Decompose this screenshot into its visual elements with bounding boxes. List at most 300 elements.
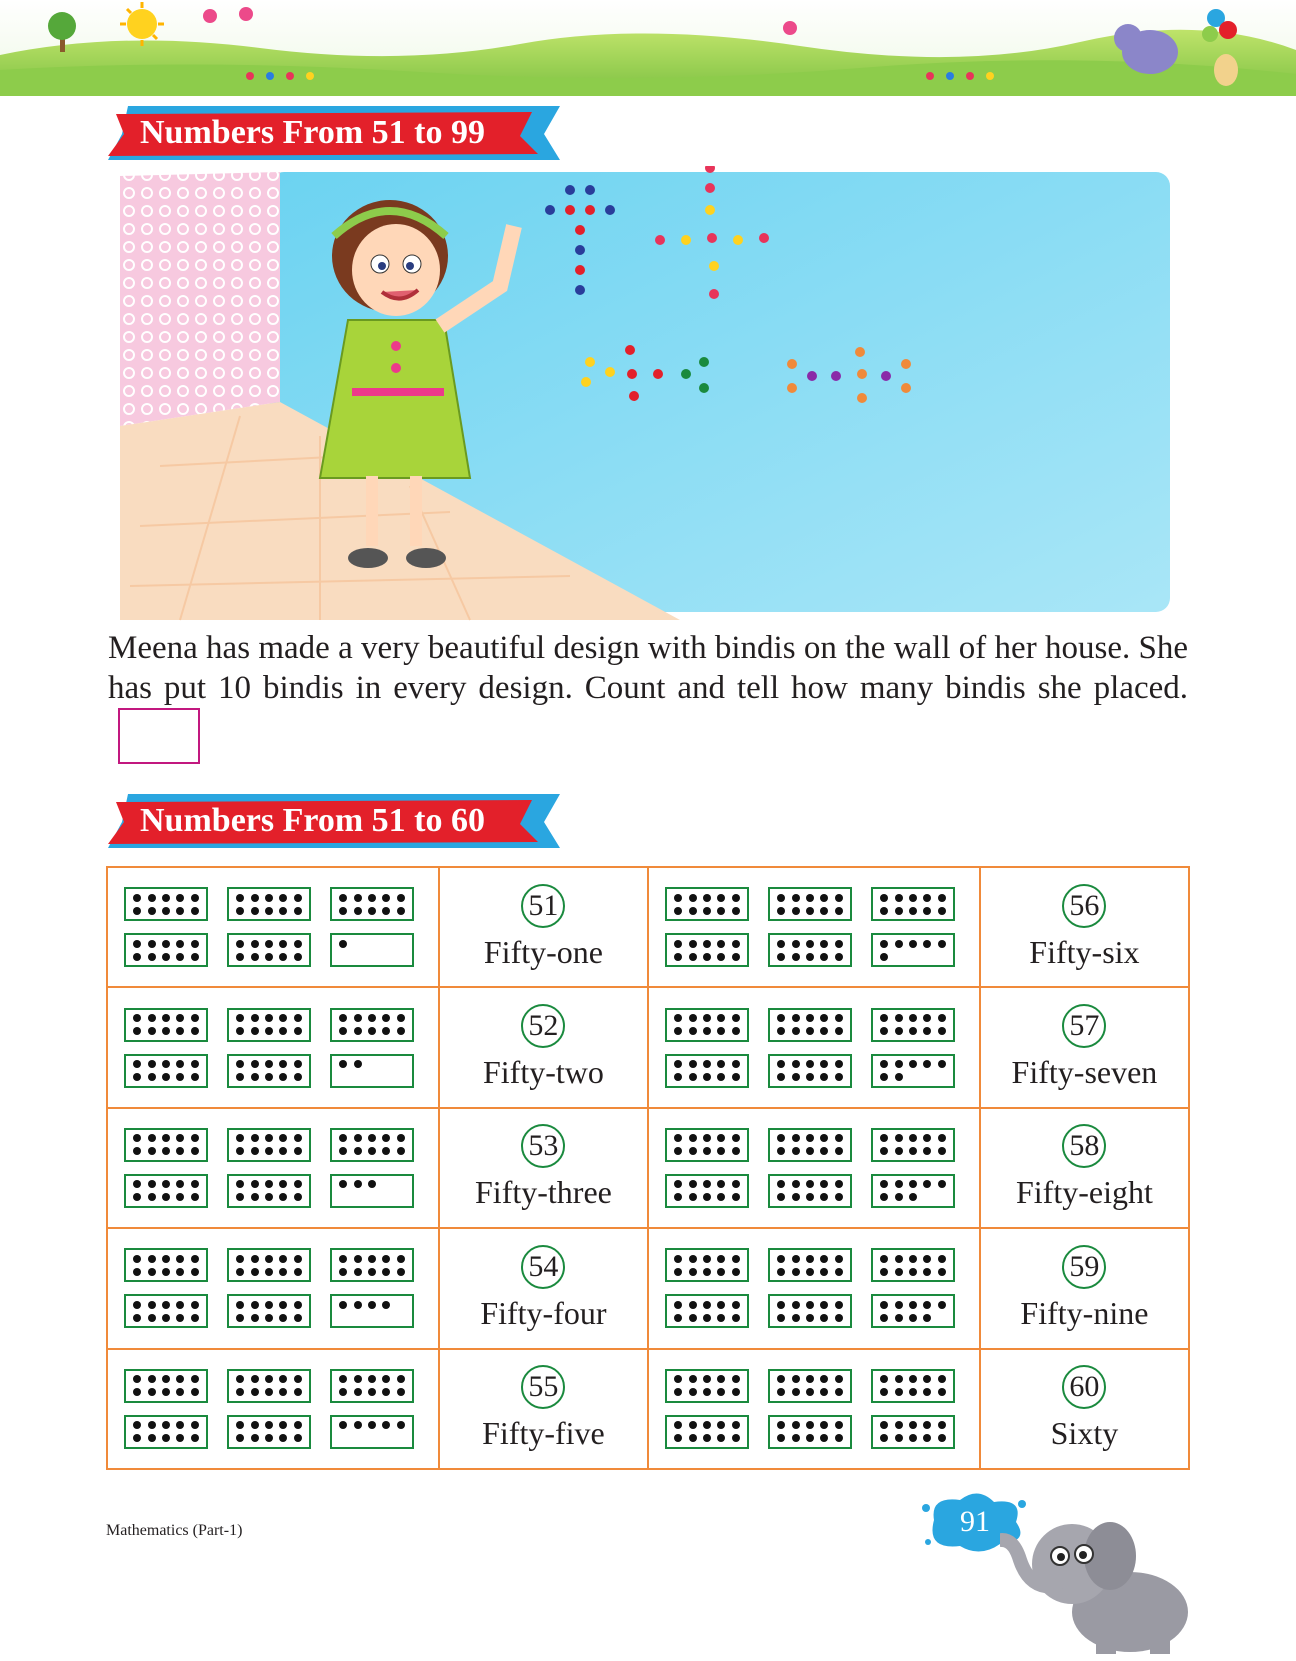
bindi-dot xyxy=(895,1421,903,1429)
bindi-dot xyxy=(938,907,946,915)
bindi-dot xyxy=(835,1434,843,1442)
bindi-dot xyxy=(880,940,888,948)
bindi-dot xyxy=(251,1388,259,1396)
bindi-dot xyxy=(792,1434,800,1442)
bindi-dot xyxy=(880,894,888,902)
bindi-dot xyxy=(923,1027,931,1035)
book-title: Mathematics (Part-1) xyxy=(106,1522,243,1539)
bindi-dot xyxy=(806,1388,814,1396)
bindi-dot xyxy=(717,1388,725,1396)
bindi-dot xyxy=(835,1073,843,1081)
bindi-dot xyxy=(923,1314,931,1322)
bindi-dot xyxy=(717,1301,725,1309)
bindi-dot xyxy=(148,907,156,915)
bindi-dot xyxy=(397,1314,405,1322)
number-word: Fifty-six xyxy=(1029,933,1140,970)
ten-frames-cell xyxy=(648,1228,980,1348)
bindi-dot xyxy=(717,1027,725,1035)
bindi-dot xyxy=(236,894,244,902)
bindi-dot xyxy=(909,1193,917,1201)
bindi-dot xyxy=(382,1255,390,1263)
bindi-dot xyxy=(339,953,347,961)
ten-frames-cell xyxy=(107,1349,439,1469)
bindi-dot xyxy=(397,1193,405,1201)
ten-frame xyxy=(871,1248,955,1282)
number-word: Fifty-four xyxy=(480,1294,607,1331)
bindi-dot xyxy=(191,1027,199,1035)
number-label-cell xyxy=(980,987,1189,1107)
bindi-dot xyxy=(835,1193,843,1201)
bindi-dot xyxy=(236,1255,244,1263)
bindi-dot xyxy=(880,1060,888,1068)
bindi-dot xyxy=(265,1060,273,1068)
bindi-dot xyxy=(717,1255,725,1263)
bindi-dot xyxy=(717,1434,725,1442)
bindi-dot xyxy=(792,940,800,948)
number-circle: 56 xyxy=(1062,884,1106,928)
bindi-dot xyxy=(339,1134,347,1142)
bindi-dot xyxy=(251,1255,259,1263)
bindi-dot xyxy=(162,1388,170,1396)
bindi-dot xyxy=(703,1060,711,1068)
bindi-dot xyxy=(368,1060,376,1068)
bindi-dot xyxy=(923,1073,931,1081)
bindi-dot xyxy=(689,1134,697,1142)
bindi-dot xyxy=(938,953,946,961)
bindi-dot xyxy=(938,940,946,948)
bindi-dot xyxy=(354,1388,362,1396)
page-number: 91 xyxy=(960,1505,990,1538)
number-word: Fifty-seven xyxy=(1011,1054,1158,1091)
bindi-dot xyxy=(148,1388,156,1396)
bindi-dot xyxy=(191,1314,199,1322)
bindi-dot xyxy=(294,1147,302,1155)
bindi-dot xyxy=(689,1388,697,1396)
bindi-dot xyxy=(938,1073,946,1081)
bindi-dot xyxy=(777,1388,785,1396)
bindi-dot xyxy=(294,940,302,948)
bindi-dot xyxy=(938,1314,946,1322)
ten-frame xyxy=(871,933,955,967)
bindi-dot xyxy=(397,1375,405,1383)
bindi-dot xyxy=(689,1027,697,1035)
bindi-dot xyxy=(339,1268,347,1276)
bindi-dot xyxy=(294,1193,302,1201)
ten-frame xyxy=(871,1369,955,1403)
bindi-dot xyxy=(820,894,828,902)
bindi-dot xyxy=(938,1180,946,1188)
bindi-dot xyxy=(895,907,903,915)
number-circle: 54 xyxy=(521,1245,565,1289)
bindi-dot xyxy=(162,894,170,902)
bindi-dot xyxy=(148,1073,156,1081)
ten-frame xyxy=(330,887,414,921)
bindi-dot xyxy=(236,1014,244,1022)
bindi-dot xyxy=(294,1301,302,1309)
ten-frame xyxy=(124,1128,208,1162)
bindi-dot xyxy=(148,1255,156,1263)
bindi-dot xyxy=(674,894,682,902)
bindi-dot xyxy=(368,1314,376,1322)
bindi-dot xyxy=(792,1255,800,1263)
bindi-dot xyxy=(717,940,725,948)
bindi-dot xyxy=(703,1434,711,1442)
ten-frame xyxy=(330,1369,414,1403)
bindi-dot xyxy=(382,953,390,961)
bindi-dot xyxy=(191,1255,199,1263)
bindi-dot xyxy=(820,1301,828,1309)
ten-frame xyxy=(665,1008,749,1042)
ten-frame xyxy=(227,1415,311,1449)
bindi-dot xyxy=(909,1434,917,1442)
bindi-dot xyxy=(236,1073,244,1081)
ten-frame xyxy=(330,1294,414,1328)
bindi-dot xyxy=(938,1134,946,1142)
bindi-dot xyxy=(689,1193,697,1201)
bindi-dot xyxy=(397,1060,405,1068)
bindi-dot xyxy=(732,1314,740,1322)
bindi-dot xyxy=(339,1027,347,1035)
bindi-dot xyxy=(339,1193,347,1201)
bindi-dot xyxy=(923,1014,931,1022)
bindi-dot xyxy=(368,1134,376,1142)
table-row xyxy=(107,987,1189,1107)
bindi-dot xyxy=(176,940,184,948)
bindi-dot xyxy=(689,1314,697,1322)
bindi-dot xyxy=(294,907,302,915)
ten-frame xyxy=(124,933,208,967)
number-circle: 53 xyxy=(521,1124,565,1168)
bindi-dot xyxy=(354,1147,362,1155)
bindi-dot xyxy=(191,953,199,961)
bindi-dot xyxy=(191,1147,199,1155)
bindi-dot xyxy=(176,1314,184,1322)
bindi-dot xyxy=(294,1375,302,1383)
bindi-dot xyxy=(397,1255,405,1263)
number-word: Fifty-nine xyxy=(1020,1294,1149,1331)
bindi-dot xyxy=(368,1014,376,1022)
bindi-dot xyxy=(820,1421,828,1429)
bindi-dot xyxy=(162,1268,170,1276)
bindi-dot xyxy=(703,1027,711,1035)
bindi-dot xyxy=(674,1388,682,1396)
bindi-dot xyxy=(191,1073,199,1081)
bindi-dot xyxy=(689,1073,697,1081)
bindi-dot xyxy=(806,1314,814,1322)
bindi-dot xyxy=(703,1388,711,1396)
bindi-dot xyxy=(732,1027,740,1035)
bindi-dot xyxy=(732,1268,740,1276)
bindi-dot xyxy=(806,1375,814,1383)
bindi-dot xyxy=(880,1014,888,1022)
bindi-dot xyxy=(732,1147,740,1155)
ten-frame xyxy=(330,933,414,967)
bindi-dot xyxy=(895,1388,903,1396)
bindi-dot xyxy=(191,1193,199,1201)
number-label-cell xyxy=(439,867,648,987)
ten-frame xyxy=(768,1008,852,1042)
bindi-dot xyxy=(909,1301,917,1309)
bindi-dot xyxy=(148,1180,156,1188)
bindi-dot xyxy=(792,1301,800,1309)
ten-frame xyxy=(124,1248,208,1282)
bindi-dot xyxy=(354,1193,362,1201)
bindi-dot xyxy=(148,1301,156,1309)
bindi-dot xyxy=(909,1134,917,1142)
bindi-dot xyxy=(251,953,259,961)
table-row xyxy=(107,867,1189,987)
bindi-dot xyxy=(265,894,273,902)
bindi-dot xyxy=(294,1027,302,1035)
bindi-dot xyxy=(368,1073,376,1081)
bindi-dot xyxy=(294,1314,302,1322)
bindi-dot xyxy=(133,953,141,961)
bindi-dot xyxy=(909,1421,917,1429)
bindi-dot xyxy=(806,1073,814,1081)
bindi-dot xyxy=(792,1314,800,1322)
bindi-dot xyxy=(835,953,843,961)
bindi-dot xyxy=(792,1375,800,1383)
ten-frame xyxy=(227,1008,311,1042)
bindi-dot xyxy=(835,940,843,948)
table-row xyxy=(107,1108,1189,1228)
ten-frame xyxy=(871,1174,955,1208)
bindi-dot xyxy=(777,1255,785,1263)
bindi-dot xyxy=(279,1434,287,1442)
bindi-dot xyxy=(382,1434,390,1442)
ten-frame xyxy=(124,1294,208,1328)
ten-frame xyxy=(665,933,749,967)
bindi-dot xyxy=(717,907,725,915)
ten-frame xyxy=(768,933,852,967)
bindi-dot xyxy=(777,1434,785,1442)
bindi-dot xyxy=(923,1388,931,1396)
bindi-dot xyxy=(397,1421,405,1429)
bindi-dot xyxy=(397,894,405,902)
bindi-dot xyxy=(895,1301,903,1309)
bindi-dot xyxy=(339,1180,347,1188)
bindi-dot xyxy=(835,907,843,915)
bindi-dot xyxy=(835,1060,843,1068)
ten-frame xyxy=(124,1369,208,1403)
bindi-dot xyxy=(191,1180,199,1188)
bindi-dot xyxy=(133,1268,141,1276)
bindi-dot xyxy=(339,940,347,948)
bindi-dot xyxy=(777,1027,785,1035)
bindi-dot xyxy=(835,1388,843,1396)
bindi-dot xyxy=(382,1421,390,1429)
bindi-dot xyxy=(176,1027,184,1035)
bindi-dot xyxy=(236,953,244,961)
bindi-dot xyxy=(880,953,888,961)
number-label-cell xyxy=(980,1108,1189,1228)
bindi-dot xyxy=(732,1434,740,1442)
bindi-dot xyxy=(820,907,828,915)
bindi-dot xyxy=(880,1134,888,1142)
bindi-dot xyxy=(909,1180,917,1188)
ten-frame xyxy=(227,933,311,967)
bindi-dot xyxy=(133,1134,141,1142)
bindi-dot xyxy=(279,953,287,961)
bindi-dot xyxy=(294,1134,302,1142)
bindi-dot xyxy=(279,1134,287,1142)
bindi-dot xyxy=(820,1180,828,1188)
table-row xyxy=(107,1228,1189,1348)
bindi-dot xyxy=(732,1193,740,1201)
bindi-dot xyxy=(835,1255,843,1263)
bindi-dot xyxy=(923,1134,931,1142)
bindi-dot xyxy=(382,894,390,902)
bindi-dot xyxy=(279,1027,287,1035)
bindi-dot xyxy=(674,1060,682,1068)
bindi-dot xyxy=(880,1314,888,1322)
bindi-dot xyxy=(236,907,244,915)
bindi-dot xyxy=(133,1421,141,1429)
bindi-dot xyxy=(732,894,740,902)
bindi-dot xyxy=(923,1193,931,1201)
bindi-dot xyxy=(133,1180,141,1188)
ten-frame xyxy=(871,1415,955,1449)
bindi-dot xyxy=(354,1134,362,1142)
section-title-2: Numbers From 51 to 60 xyxy=(140,802,485,839)
bindi-dot xyxy=(895,1147,903,1155)
bindi-dot xyxy=(354,1027,362,1035)
answer-box[interactable] xyxy=(118,708,200,764)
number-word: Fifty-eight xyxy=(1015,1174,1153,1211)
bindi-dot xyxy=(279,907,287,915)
bindi-dot xyxy=(938,1014,946,1022)
bindi-dot xyxy=(382,1180,390,1188)
bindi-dot xyxy=(923,940,931,948)
number-label-cell xyxy=(980,1228,1189,1348)
bindi-dot xyxy=(938,1301,946,1309)
bindi-dot xyxy=(354,907,362,915)
bindi-dot xyxy=(265,940,273,948)
bindi-dot xyxy=(148,1268,156,1276)
bindi-dot xyxy=(674,1193,682,1201)
bindi-dot xyxy=(717,1073,725,1081)
bindi-dot xyxy=(294,1073,302,1081)
bindi-dot xyxy=(820,940,828,948)
bindi-dot xyxy=(674,1147,682,1155)
bindi-dot xyxy=(806,907,814,915)
ten-frames-cell xyxy=(107,1228,439,1348)
bindi-dot xyxy=(880,1147,888,1155)
bindi-dot xyxy=(251,1147,259,1155)
bindi-dot xyxy=(251,1314,259,1322)
ten-frame xyxy=(124,887,208,921)
bindi-dot xyxy=(689,1268,697,1276)
bindi-dot xyxy=(368,1434,376,1442)
bindi-dot xyxy=(133,907,141,915)
bindi-dot xyxy=(820,1147,828,1155)
bindi-dot xyxy=(689,1014,697,1022)
bindi-dot xyxy=(880,1180,888,1188)
bindi-dot xyxy=(777,1060,785,1068)
bindi-dot xyxy=(397,1134,405,1142)
bindi-dot xyxy=(339,1301,347,1309)
bindi-dot xyxy=(339,1388,347,1396)
bindi-dot xyxy=(732,1134,740,1142)
ten-frame xyxy=(227,1174,311,1208)
bindi-dot xyxy=(938,1268,946,1276)
bindi-dot xyxy=(732,1388,740,1396)
bindi-dot xyxy=(777,1375,785,1383)
bindi-dot xyxy=(397,1388,405,1396)
bindi-dot xyxy=(806,1421,814,1429)
bindi-dot xyxy=(339,1255,347,1263)
bindi-dot xyxy=(236,1375,244,1383)
bindi-dot xyxy=(191,940,199,948)
bindi-dot xyxy=(191,1014,199,1022)
bindi-dot xyxy=(397,907,405,915)
bindi-dot xyxy=(339,1314,347,1322)
bindi-dot xyxy=(909,907,917,915)
number-label-cell xyxy=(980,867,1189,987)
bindi-dot xyxy=(354,1014,362,1022)
bindi-dot xyxy=(397,1434,405,1442)
bindi-dot xyxy=(674,1268,682,1276)
bindi-dot xyxy=(880,1388,888,1396)
bindi-dot xyxy=(703,953,711,961)
bindi-dot xyxy=(162,1014,170,1022)
bindi-dot xyxy=(703,907,711,915)
bindi-dot xyxy=(909,1147,917,1155)
number-label-cell xyxy=(439,1108,648,1228)
bindi-dot xyxy=(162,1134,170,1142)
bindi-dot xyxy=(938,894,946,902)
bindi-dot xyxy=(265,1193,273,1201)
bindi-dot xyxy=(354,894,362,902)
bindi-dot xyxy=(703,1193,711,1201)
bindi-dot xyxy=(279,1073,287,1081)
number-circle: 52 xyxy=(521,1004,565,1048)
bindi-dot xyxy=(717,1421,725,1429)
bindi-dot xyxy=(777,1314,785,1322)
bindi-dot xyxy=(777,1134,785,1142)
bindi-dot xyxy=(717,1060,725,1068)
bindi-dot xyxy=(265,1434,273,1442)
bindi-dot xyxy=(909,940,917,948)
ten-frame xyxy=(330,1248,414,1282)
bindi-dot xyxy=(923,1147,931,1155)
bindi-dot xyxy=(368,894,376,902)
bindi-dot xyxy=(938,1375,946,1383)
bindi-dot xyxy=(923,953,931,961)
bindi-dot xyxy=(792,1268,800,1276)
bindi-dot xyxy=(368,1421,376,1429)
bindi-dot xyxy=(133,1434,141,1442)
bindi-dot xyxy=(236,1421,244,1429)
bindi-dot xyxy=(909,1314,917,1322)
bindi-dot xyxy=(133,1014,141,1022)
bindi-dot xyxy=(820,1193,828,1201)
ten-frame xyxy=(665,887,749,921)
bindi-dot xyxy=(176,1255,184,1263)
bindi-dot xyxy=(148,1434,156,1442)
bindi-dot xyxy=(674,1014,682,1022)
ten-frame xyxy=(665,1128,749,1162)
bindi-dot xyxy=(133,1375,141,1383)
bindi-dot xyxy=(820,1014,828,1022)
bindi-dot xyxy=(251,1268,259,1276)
bindi-dot xyxy=(689,1255,697,1263)
bindi-dot xyxy=(236,1134,244,1142)
bindi-dot xyxy=(162,953,170,961)
bindi-dot xyxy=(835,1268,843,1276)
bindi-dot xyxy=(938,1255,946,1263)
bindi-dot xyxy=(792,1027,800,1035)
